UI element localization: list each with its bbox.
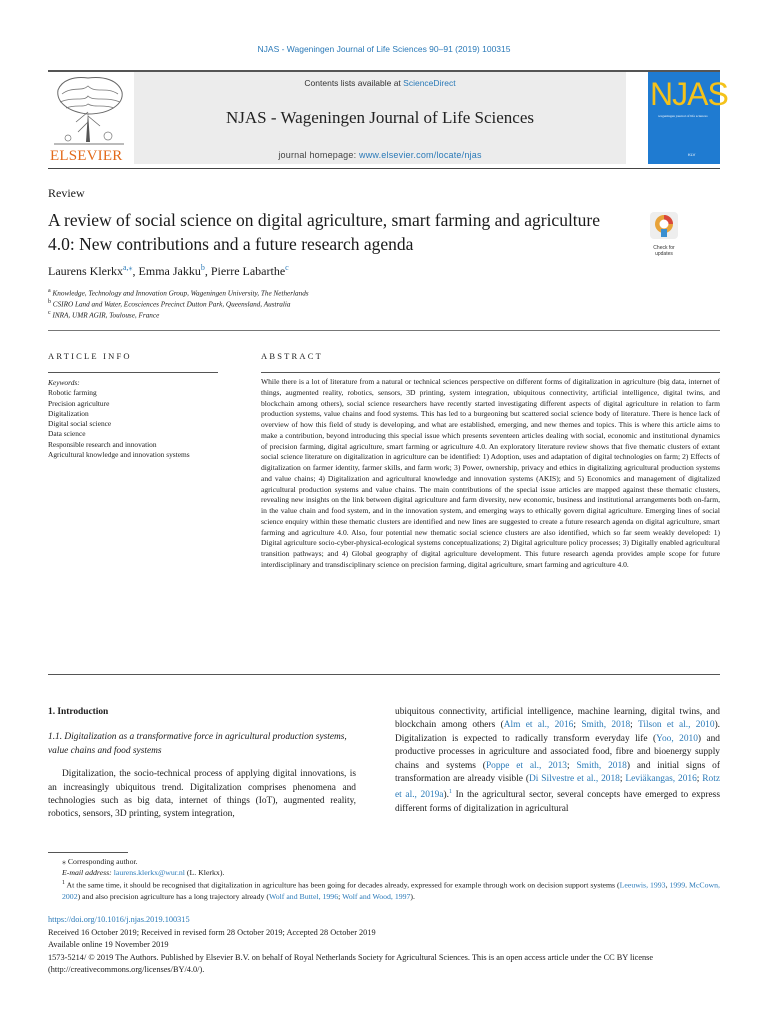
subsection-heading: 1.1. Digitalization as a transformative force in agricultural production systems, value chains and food systems: [48, 732, 347, 756]
elsevier-wordmark: ELSEVIER: [50, 148, 123, 164]
abstract-rule: [261, 372, 720, 373]
check-badge-label: Check for updates: [653, 245, 675, 257]
affil-text: INRA, UMR AGIR, Toulouse, France: [52, 311, 160, 320]
citation-link[interactable]: McCown, 2002: [62, 880, 720, 901]
journal-header-banner: [134, 72, 626, 164]
intro-paragraph: Digitalization, the socio-technical process of applying digital innovations, is an increasingly ubiquitous trend. Digitalization comprises phenomena and technologies such as big data, internet of things (IoT), augmented reality, robotics, sensors, 3D printing, system integration,: [48, 769, 356, 820]
footnote-text: ,: [665, 880, 670, 890]
body-text: ;: [566, 760, 577, 771]
journal-title: NJAS - Wageningen Journal of Life Sciences: [225, 108, 535, 127]
corresponding-author-note: ⁎ Corresponding author.: [62, 857, 138, 866]
license-statement: 1573-5214/ © 2019 The Authors. Published by Elsevier B.V. on behalf of Royal Netherlands Society for Agricultural Sciences. This is an open access article under the CC BY license (http://creativecommons.org/licenses/BY/4.0/).: [48, 952, 654, 975]
citation-link[interactable]: Smith, 2018: [576, 760, 627, 771]
body-text: ) and productive processes in agriculture and associated food, fibre and bioenergy supply chains and systems (: [395, 733, 720, 771]
journal-citation-line[interactable]: NJAS - Wageningen Journal of Life Sciences 90–91 (2019) 100315: [257, 44, 511, 54]
citation-link[interactable]: Leeuwis, 1993: [619, 880, 666, 890]
publication-metadata: [48, 914, 720, 977]
affiliation: [48, 288, 309, 297]
affil-mark: b: [48, 299, 51, 305]
footnote-mark: 1: [62, 880, 65, 886]
article-title: A review of social science on digital agriculture, smart farming and agriculture 4.0: New contributions and a future research agenda: [48, 210, 601, 254]
contents-available-line: [134, 78, 626, 88]
keyword: Robotic farming: [48, 388, 97, 398]
footnote-text: ) and also precision agriculture has a long trajectory already (: [77, 891, 269, 901]
citation-link[interactable]: Leviäkangas, 2016: [625, 774, 697, 785]
author-affil-mark[interactable]: c: [285, 263, 289, 272]
keyword: Precision agriculture: [48, 398, 110, 408]
doi-link[interactable]: https://doi.org/10.1016/j.njas.2019.100315: [48, 915, 190, 924]
available-online: Available online 19 November 2019: [48, 940, 169, 950]
abstract-text: While there is a lot of literature from a natural or technical sciences perspective on different forms of digitalization in agriculture (big data, internet of things, augmented reality, robotics, sensors, 3D printing, system integration, ubiquitous connectivity, artificial intelligence, digital twins, and blockchain among others), social science researchers have recently started investigating different aspects of digital agriculture in relation to farm production systems, value chains and food systems. This has led to a burgeoning but scattered social science body of literature. There is hence lack of overview of how this field of study is developing, and what are established, emerging, and new themes and topics. This is where this article aims to make a contribution, beyond introducing this special issue which presents seventeen articles dealing with social, economic and institutional dynamics of precision farming, digital agriculture, smart farming or agriculture 4.0. An exploratory literature review shows that five thematic clusters of extant social science literature on digitalization in agriculture can be identified: 1) Adoption, uses and adaptation of digital technologies on farm; 2) Effects of digitalization on farmer identity, farmer skills, and farm work; 3) Power, ownership, privacy and ethics in digitalizing agricultural production systems and value chains; 4) Digitalization and agricultural knowledge and innovation systems (AKIS); and 5) Economics and management of digitalized agricultural production systems and value chains. The main contributions of the special issue articles are mapped against these thematic clusters, revealing new insights on the link between digital agriculture and farm diversity, new economic, business and institutional arrangements both on-farm, in the value chain and food system, and in the innovation system, and emerging ways to ethically govern digital agriculture. Emerging lines of social science enquiry within these thematic clusters are identified and new lines are suggested to create a future research agenda on digital agriculture, smart farming and agriculture 4.0. Also, four potential new thematic social science clusters are also identified, which so far seem weakly developed: 1) Digital agriculture socio-cyber-physical-ecological systems conceptualizations; 2) Digital agriculture policy processes; 3) Digitally enabled agricultural transition pathways; and 4) Global geography of digital agriculture development. This future research agenda provides ample scope for future interdisciplinary and transdisciplinary science on precision farming, digital agriculture, smart farming and agriculture 4.0.: [261, 377, 720, 569]
intro-column-left: [48, 706, 356, 822]
keyword: Digitalization: [48, 408, 89, 418]
received-dates: Received 16 October 2019; Received in revised form 28 October 2019; Accepted 28 October 2019: [48, 927, 376, 937]
author-name[interactable]: Laurens Klerkx: [48, 264, 123, 278]
affiliation: [48, 310, 159, 319]
author-name[interactable]: Emma Jakku: [138, 264, 201, 278]
abstract-heading: ABSTRACT: [261, 351, 323, 361]
citation-link[interactable]: Yoo, 2010: [656, 733, 698, 744]
article-info-rule: [48, 372, 218, 373]
keyword: Digital social science: [48, 419, 112, 429]
abstract-bottom-rule: [48, 674, 720, 675]
body-text: ) and initial signs of transformation are already visible (: [395, 760, 720, 785]
citation-link[interactable]: Poppe et al., 2013: [485, 760, 567, 771]
footnote-text: ).: [410, 891, 415, 901]
keywords-label: Keywords:: [48, 378, 80, 387]
keyword: Responsible research and innovation: [48, 439, 157, 449]
email-label: E-mail address:: [62, 868, 114, 877]
cover-subtitle: wageningen journal of life sciences: [658, 114, 708, 118]
body-text: ;: [630, 720, 638, 731]
keyword: Agricultural knowledge and innovation systems: [48, 450, 190, 460]
footnote-text: ;: [338, 891, 343, 901]
masthead-bottom-rule: [48, 168, 720, 169]
sciencedirect-link[interactable]: ScienceDirect: [403, 78, 456, 88]
citation-link[interactable]: Smith, 2018: [581, 720, 631, 731]
email-suffix: (L. Klerkx).: [184, 868, 225, 877]
citation-link[interactable]: Tilson et al., 2010: [637, 720, 715, 731]
journal-homepage-line: [134, 150, 626, 160]
affil-mark: c: [48, 310, 51, 316]
author-list: [48, 263, 289, 279]
email-link[interactable]: laurens.klerkx@wur.nl: [113, 868, 185, 877]
footnote-1: [48, 878, 720, 902]
author-affil-mark[interactable]: b: [200, 263, 205, 272]
body-text: ;: [619, 774, 626, 785]
homepage-prefix: journal homepage:: [278, 150, 359, 160]
email-note: [48, 867, 720, 878]
intro-column-right: [395, 706, 720, 816]
citation-link[interactable]: Wolf and Buttel, 1996: [268, 891, 339, 901]
elsevier-logo[interactable]: [48, 72, 130, 164]
body-text: In the agricultural sector, several concepts have emerged to express different forms of digitalization in agricultural: [395, 790, 720, 814]
check-updates-icon: [646, 212, 682, 240]
article-type: Review: [48, 186, 85, 200]
author-separator: ,: [204, 264, 211, 278]
author-affil-mark[interactable]: a,⁎: [122, 263, 133, 272]
footnotes: [48, 856, 720, 902]
citation-link[interactable]: Di Silvestre et al., 2018: [529, 774, 620, 785]
footnote-rule: [48, 852, 128, 853]
author-separator: ,: [132, 264, 139, 278]
cover-footer: KLV: [688, 152, 696, 157]
citation-link[interactable]: Rotz et al., 2019a: [395, 774, 721, 801]
elsevier-tree-icon: [48, 72, 130, 148]
keyword: Data science: [48, 429, 86, 439]
body-text: ubiquitous connectivity, artificial intelligence, machine learning, digital twins, and blockchain among others (: [395, 707, 720, 731]
footnote-text: .: [685, 880, 690, 890]
keywords-block: [48, 378, 258, 460]
affil-text: CSIRO Land and Water, Ecosciences Precinct Dutton Park, Queensland, Australia: [52, 300, 291, 309]
check-for-updates-badge[interactable]: [646, 212, 682, 257]
affil-mark: a: [48, 288, 51, 294]
author-name[interactable]: Pierre Labarthe: [210, 264, 286, 278]
affiliation: [48, 299, 290, 308]
body-text: ). Digitalization is expected to radically transform everyday life (: [395, 720, 721, 744]
body-text: ;: [573, 720, 582, 731]
citation-link[interactable]: 1999: [669, 880, 686, 890]
footnote-text: At the same time, it should be recognised that digitalization in agriculture has been going for decades already, expressed for example through work on decision support systems (: [65, 880, 620, 890]
citation-link[interactable]: Wolf and Wood, 1997: [342, 891, 411, 901]
section-heading-introduction: 1. Introduction: [48, 707, 109, 717]
contents-prefix: Contents lists available at: [304, 78, 404, 88]
homepage-link[interactable]: www.elsevier.com/locate/njas: [359, 150, 482, 160]
journal-cover[interactable]: [648, 72, 728, 164]
body-text: ).: [443, 790, 449, 801]
article-info-heading: ARTICLE INFO: [48, 351, 132, 361]
footnote-ref[interactable]: 1: [448, 789, 452, 796]
front-matter-rule: [48, 330, 720, 331]
cover-title: NJAS: [650, 76, 728, 112]
affil-text: Knowledge, Technology and Innovation Group, Wageningen University, The Netherlands: [52, 289, 309, 298]
citation-link[interactable]: Alm et al., 2016: [503, 720, 574, 731]
body-text: ;: [696, 774, 703, 785]
